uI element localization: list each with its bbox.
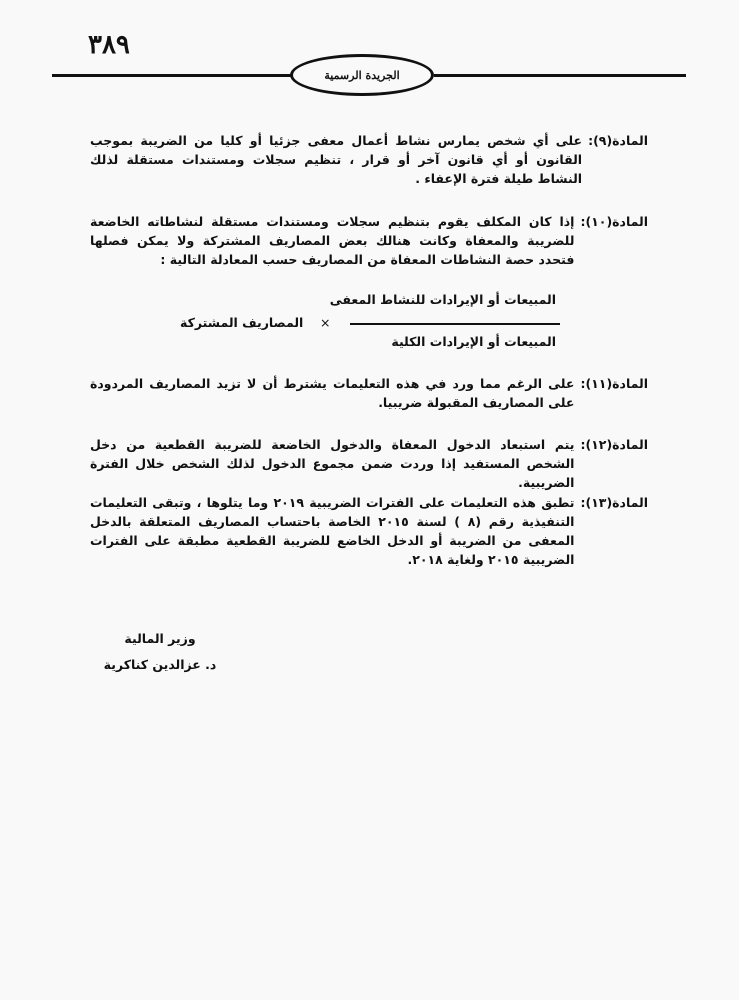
masthead-title: الجريدة الرسمية — [324, 68, 400, 82]
fraction-bar — [350, 323, 560, 325]
article-9 — [90, 131, 648, 188]
equation-denominator: المبيعات أو الإيرادات الكلية — [391, 334, 556, 349]
article-12 — [90, 435, 648, 492]
article-label: المادة(١١): — [580, 376, 648, 391]
signatory-title: وزير المالية — [124, 631, 196, 646]
article-text: على أي شخص يمارس نشاط أعمال معفى جزئيا أو كليا من الضريبة بموجب القانون أو أي قانون آخر أو قرار ، تنظيم سجلات ومستندات مستقلة لذلك النشاط طيلة فترة الإعفاء . — [90, 133, 583, 186]
article-label: المادة(١٠): — [580, 214, 648, 229]
article-text: إذا كان المكلف يقوم بتنظيم سجلات ومستندات مستقلة لنشاطاته الخاضعة للضريبة والمعفاة وكانت هنالك بعض المصاريف المشتركة ولا يمكن فصلها فتحدد حصة النشاطات المعفاة من المصاريف حسب المعادلة التالية : — [90, 214, 575, 267]
article-label: المادة(١٣): — [580, 495, 648, 510]
article-10 — [90, 212, 648, 269]
signatory-name: د. عزالدين كناكرية — [103, 657, 217, 672]
allocation-equation — [170, 290, 570, 354]
article-text: تطبق هذه التعليمات على الفترات الضريبية ٢٠١٩ وما يتلوها ، وتبقى التعليمات التنفيذية رقم (٨ ) لسنة ٢٠١٥ الخاصة باحتساب المصاريف المتعلقة بالدخل المعفى من الضريبة أو الدخل الخاضع للضريبة القطعية مطبقة على الفترات الضريبية ٢٠١٥ ولغاية ٢٠١٨. — [90, 495, 575, 567]
header-rule-right — [434, 74, 686, 77]
article-text: يتم استبعاد الدخول المعفاة والدخول الخاضعة للضريبة القطعية من دخل الشخص المستفيد إذا وردت ضمن مجموع الدخول لذلك الشخص خلال الفترة الضريبية. — [90, 437, 575, 490]
page-number: ٣٨٩ — [88, 30, 130, 60]
article-label: المادة(٩): — [588, 133, 648, 148]
article-13 — [90, 493, 648, 569]
equation-multiplier: المصاريف المشتركة — [180, 315, 304, 330]
multiply-operator: × — [320, 315, 331, 330]
article-label: المادة(١٢): — [580, 437, 648, 452]
signature-block — [100, 626, 220, 678]
article-11 — [90, 374, 648, 412]
equation-numerator: المبيعات أو الإيرادات للنشاط المعفى — [329, 292, 556, 307]
header-rule-left — [52, 74, 292, 77]
masthead-oval — [290, 54, 434, 96]
article-text: على الرغم مما ورد في هذه التعليمات يشترط أن لا تزيد المصاريف المردودة على المصاريف المقبولة ضريبيا. — [90, 376, 575, 410]
